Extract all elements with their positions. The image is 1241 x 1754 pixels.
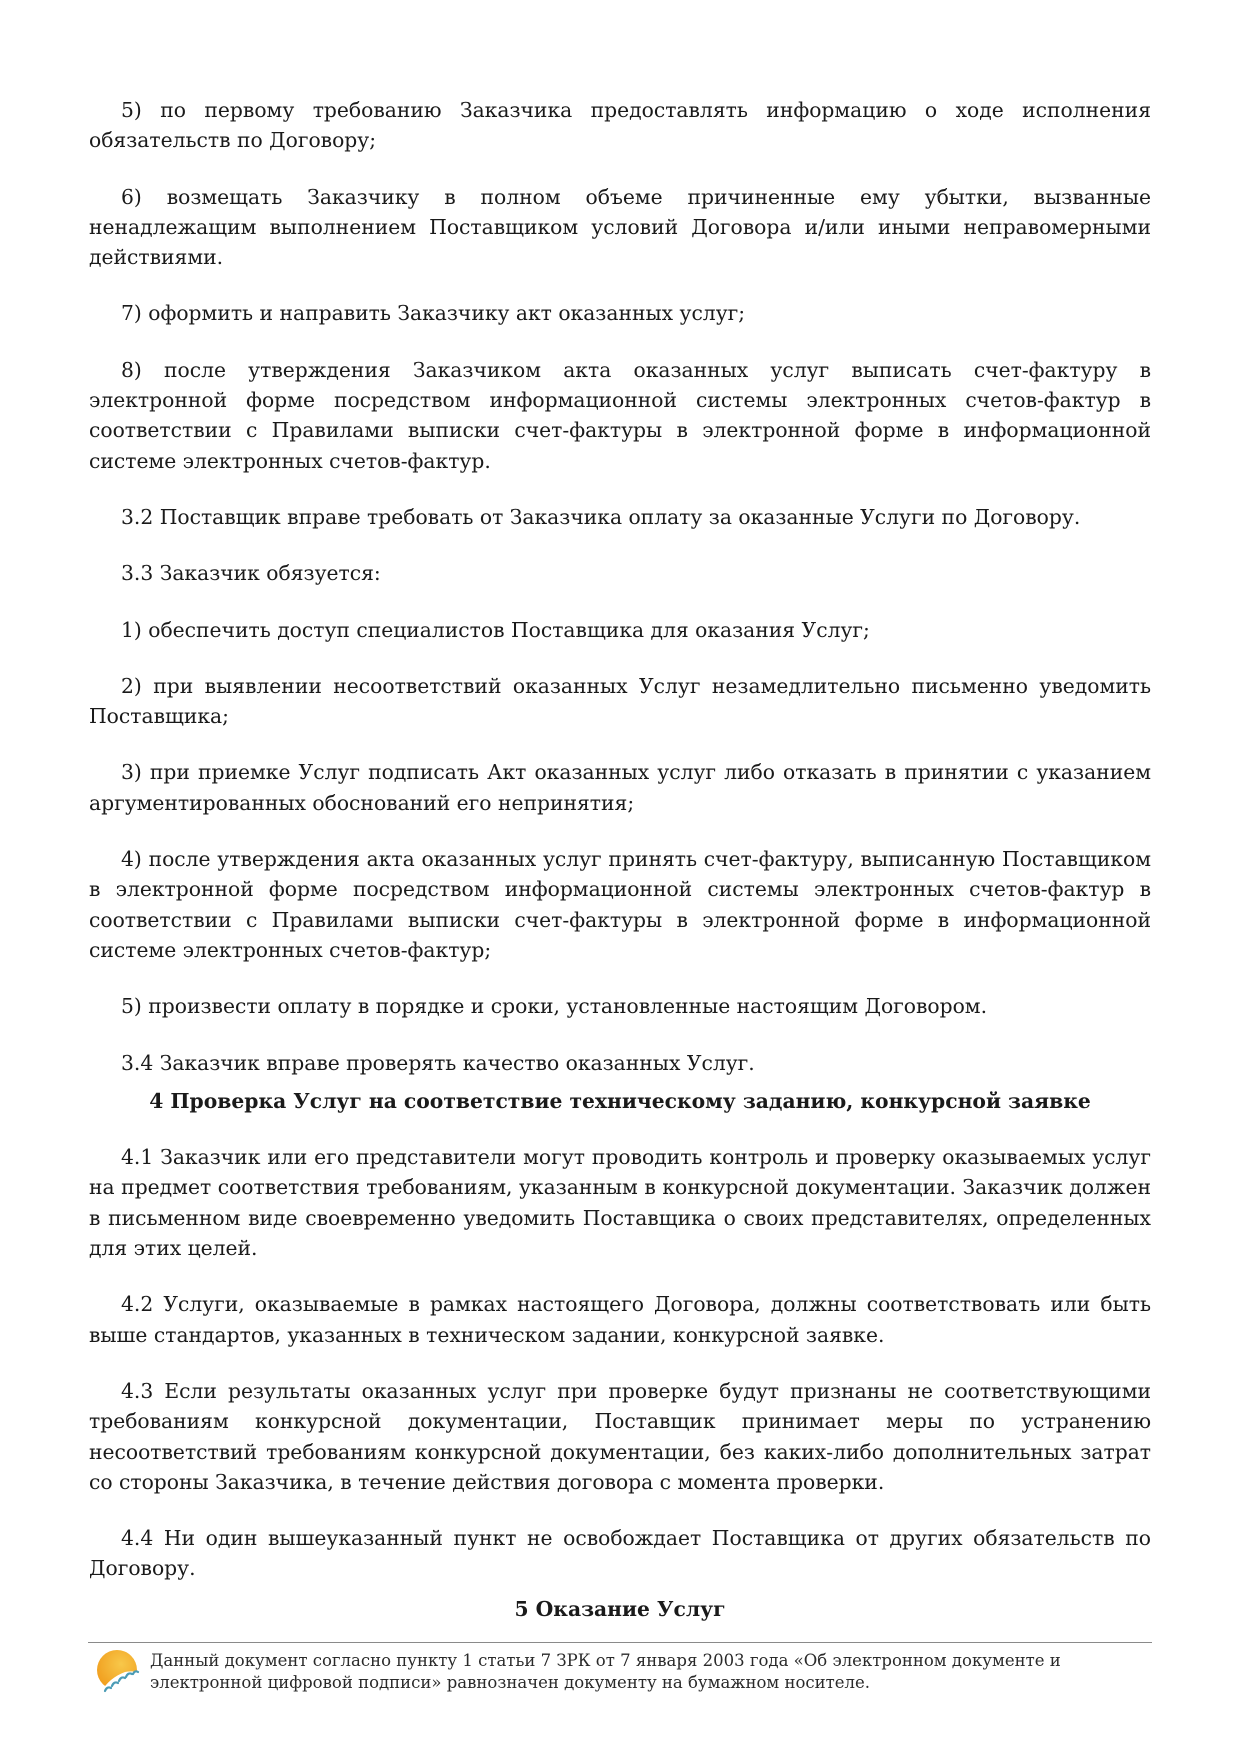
paragraph-3-3-3: 3) при приемке Услуг подписать Акт оказанных услуг либо отказать в принятии с указанием аргументированных обоснований его непринятия; bbox=[89, 760, 1151, 815]
paragraph-8: 8) после утверждения Заказчиком акта оказанных услуг выписать счет-фактуру в электронной форме посредством информационной системы электронных счетов-фактур в соответствии с Правилами выписки счет-фактуры в электронной форме в информационной системе электронных счетов-фактур. bbox=[89, 357, 1151, 473]
footer-divider bbox=[88, 1642, 1152, 1643]
paragraph-3-3-2: 2) при выявлении несоответствий оказанных Услуг незамедлительно письменно уведомить Поставщика; bbox=[89, 673, 1151, 729]
section-4-heading: 4 Проверка Услуг на соответствие техническому заданию, конкурсной заявке bbox=[149, 1088, 1091, 1113]
paragraph-3-3-5: 5) произвести оплату в порядке и сроки, установленные настоящим Договором. bbox=[121, 994, 988, 1019]
paragraph-4-4: 4.4 Ни один вышеуказанный пункт не освобождает Поставщика от других обязательств по Договору. bbox=[89, 1526, 1151, 1581]
paragraph-5: 5) по первому требованию Заказчика предоставлять информацию о ходе исполнения обязательств по Договору; bbox=[89, 98, 1151, 153]
paragraph-3-3-1: 1) обеспечить доступ специалистов Поставщика для оказания Услуг; bbox=[121, 617, 870, 642]
paragraph-3-3-4: 4) после утверждения акта оказанных услуг принять счет-фактуру, выписанную Поставщиком в электронной форме посредством информационной системы электронных счетов-фактур в соответствии с Правилами выписки счет-фактуры в электронной форме в информационной системе электронных счетов-фактур; bbox=[89, 847, 1151, 962]
egov-sun-logo-icon bbox=[95, 1648, 141, 1694]
paragraph-4-2: 4.2 Услуги, оказываемые в рамках настоящего Договора, должны соответствовать или быть выше стандартов, указанных в техническом задании, конкурсной заявке. bbox=[89, 1292, 1151, 1347]
paragraph-3-3: 3.3 Заказчик обязуется: bbox=[121, 561, 381, 586]
paragraph-3-4: 3.4 Заказчик вправе проверять качество оказанных Услуг. bbox=[121, 1050, 755, 1075]
footer bbox=[95, 1648, 1155, 1698]
section-5-heading: 5 Оказание Услуг bbox=[514, 1596, 726, 1621]
paragraph-6: 6) возмещать Заказчику в полном объеме причиненные ему убытки, вызванные ненадлежащим выполнением Поставщиком условий Договора и/или иными неправомерными действиями. bbox=[89, 184, 1151, 270]
paragraph-3-2: 3.2 Поставщик вправе требовать от Заказчика оплату за оказанные Услуги по Договору. bbox=[121, 504, 1081, 529]
document-page bbox=[89, 95, 1151, 1650]
paragraph-4-1: 4.1 Заказчик или его представители могут проводить контроль и проверку оказываемых услуг на предмет соответствия требованиям, указанным в конкурсной документации. Заказчик должен в письменном виде своевременно уведомить Поставщика о своих представителях, определенных для этих целей. bbox=[89, 1145, 1151, 1261]
footer-legal-notice: Данный документ согласно пункту 1 статьи 7 ЗРК от 7 января 2003 года «Об электронном документе и электронной цифровой подписи» равнозначен документу на бумажном носителе. bbox=[150, 1651, 1061, 1692]
paragraph-7: 7) оформить и направить Заказчику акт оказанных услуг; bbox=[121, 301, 746, 326]
paragraph-4-3: 4.3 Если результаты оказанных услуг при проверке будут признаны не соответствующими требованиям конкурсной документации, Поставщик принимает меры по устранению несоответствий требованиям конкурсной документации, без каких-либо дополнительных затрат со стороны Заказчика, в течение действия договора с момента проверки. bbox=[89, 1378, 1151, 1494]
